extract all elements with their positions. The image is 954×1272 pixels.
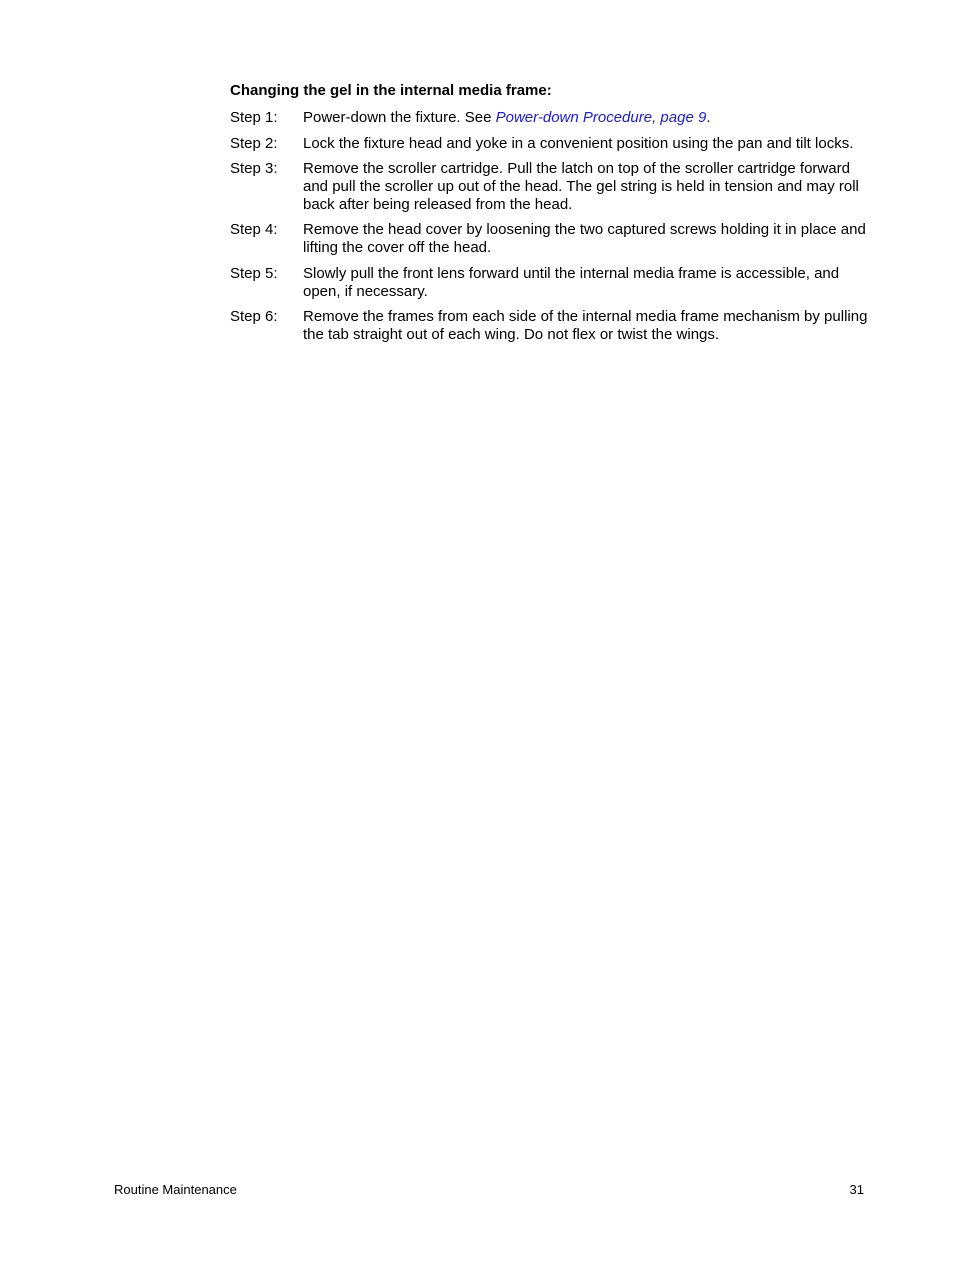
step-item bbox=[230, 160, 870, 214]
step-text bbox=[303, 109, 870, 127]
step-label: Step 6: bbox=[230, 308, 278, 325]
step-text-lead: Power-down the fixture. See bbox=[303, 109, 496, 126]
step-text: Remove the frames from each side of the internal media frame mechanism by pulling the tab straight out of each wing. Do not flex or twist the wings. bbox=[303, 308, 868, 343]
power-down-procedure-link[interactable]: Power-down Procedure, page 9 bbox=[495, 109, 707, 126]
step-label: Step 2: bbox=[230, 135, 278, 152]
step-label: Step 5: bbox=[230, 265, 278, 282]
step-text: Slowly pull the front lens forward until the internal media frame is accessible, and open, if necessary. bbox=[303, 265, 840, 300]
step-item bbox=[230, 135, 870, 153]
step-item bbox=[230, 109, 870, 127]
page-number: 31 bbox=[849, 1182, 864, 1197]
step-item bbox=[230, 308, 870, 344]
footer-section-title: Routine Maintenance bbox=[114, 1182, 237, 1197]
step-text: Remove the scroller cartridge. Pull the latch on top of the scroller cartridge forward and pull the scroller up out of the head. The gel string is held in tension and may roll back after being released from the head. bbox=[303, 160, 859, 213]
step-text: Remove the head cover by loosening the two captured screws holding it in place and lifting the cover off the head. bbox=[303, 221, 866, 256]
step-item bbox=[230, 221, 870, 257]
step-label: Step 4: bbox=[230, 221, 278, 238]
section-heading: Changing the gel in the internal media frame: bbox=[230, 82, 552, 99]
step-label: Step 3: bbox=[230, 160, 278, 177]
step-label: Step 1: bbox=[230, 109, 278, 126]
step-text-trail: . bbox=[706, 109, 711, 126]
procedure-steps bbox=[230, 109, 870, 344]
step-item bbox=[230, 265, 870, 301]
step-text: Lock the fixture head and yoke in a convenient position using the pan and tilt locks. bbox=[303, 135, 854, 152]
